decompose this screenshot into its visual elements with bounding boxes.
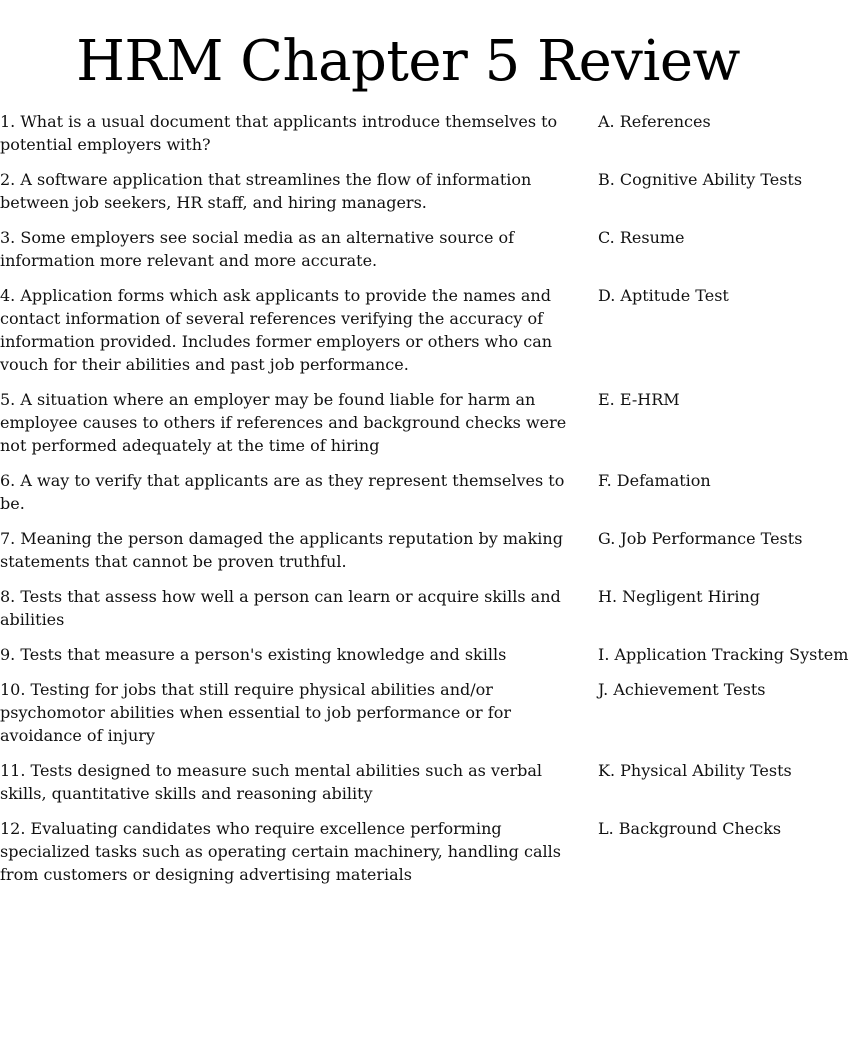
question-item: 7. Meaning the person damaged the applicants reputation by making statements that cannot be proven truthful. (0, 529, 563, 571)
answer-item: E. E-HRM (598, 390, 680, 409)
answer-item: C. Resume (598, 228, 685, 247)
matching-row (0, 110, 816, 156)
question-item: 9. Tests that measure a person's existing knowledge and skills (0, 645, 507, 664)
matching-row (0, 388, 816, 457)
answer-item: L. Background Checks (598, 819, 782, 838)
matching-row (0, 168, 816, 214)
matching-row (0, 817, 816, 886)
answer-item: G. Job Performance Tests (598, 529, 803, 548)
answer-item: H. Negligent Hiring (598, 587, 760, 606)
matching-row (0, 643, 848, 666)
answer-item: K. Physical Ability Tests (598, 761, 792, 780)
question-item: 8. Tests that assess how well a person can learn or acquire skills and abilities (0, 587, 561, 629)
matching-row (0, 284, 816, 376)
answer-item: I. Application Tracking System (598, 645, 848, 664)
question-item: 2. A software application that streamlines the flow of information between job seekers, HR staff, and hiring managers. (0, 170, 532, 212)
answer-item: D. Aptitude Test (598, 286, 729, 305)
question-item: 11. Tests designed to measure such mental abilities such as verbal skills, quantitative skills and reasoning ability (0, 761, 542, 803)
question-item: 5. A situation where an employer may be found liable for harm an employee causes to others if references and background checks were not performed adequately at the time of hiring (0, 390, 567, 455)
answer-item: F. Defamation (598, 471, 711, 490)
answer-item: J. Achievement Tests (598, 680, 766, 699)
matching-row (0, 759, 816, 805)
question-item: 1. What is a usual document that applicants introduce themselves to potential employers with? (0, 112, 558, 154)
question-item: 10. Testing for jobs that still require physical abilities and/or psychomotor abilities when essential to job performance or for avoidance of injury (0, 680, 511, 745)
matching-row (0, 527, 816, 573)
question-item: 6. A way to verify that applicants are as they represent themselves to be. (0, 471, 565, 513)
question-item: 12. Evaluating candidates who require excellence performing specialized tasks such as operating certain machinery, handling calls from customers or designing advertising materials (0, 819, 561, 884)
matching-row (0, 469, 816, 515)
matching-row (0, 226, 816, 272)
matching-list (0, 110, 848, 898)
question-item: 4. Application forms which ask applicants to provide the names and contact information of several references verifying the accuracy of information provided. Includes former employers or others who can vouch for their abilities and past job performance. (0, 286, 553, 374)
matching-row (0, 585, 816, 631)
matching-row (0, 678, 816, 747)
answer-item: A. References (598, 112, 711, 131)
answer-item: B. Cognitive Ability Tests (598, 170, 803, 189)
question-item: 3. Some employers see social media as an alternative source of information more relevant and more accurate. (0, 228, 515, 270)
page-title: HRM Chapter 5 Review (76, 29, 740, 94)
